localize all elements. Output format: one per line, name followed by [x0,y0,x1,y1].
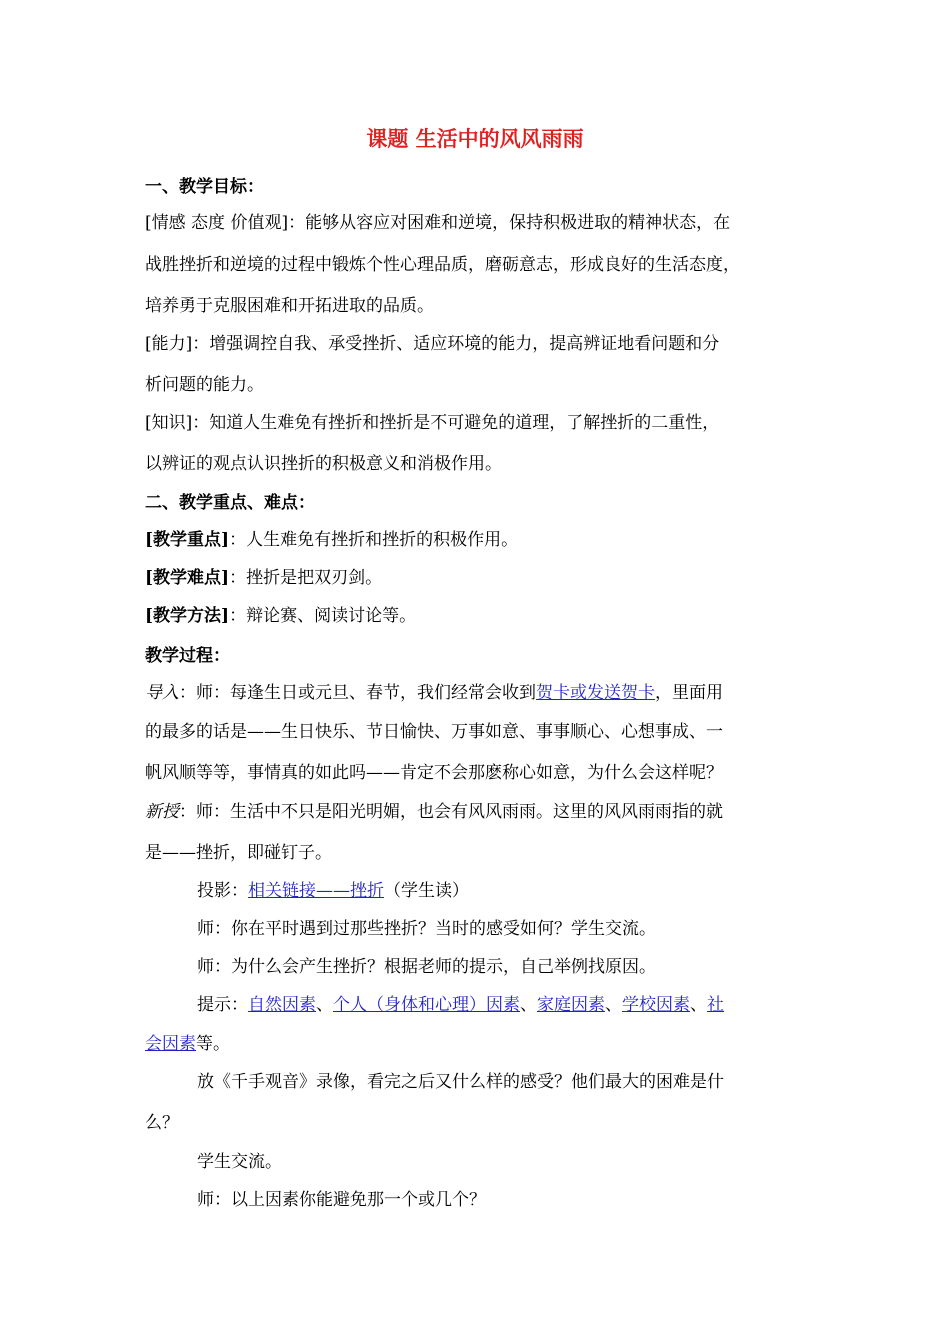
link-school-factors[interactable]: 学校因素 [622,995,690,1015]
new-lesson-label: 新授 [145,802,179,822]
hint-separator: 、 [605,995,622,1015]
video-line1: 放《千手观音》录像，看完之后又什么样的感受？他们最大的困难是什 [197,1072,724,1092]
difficulty-line [145,567,382,589]
new-lesson-line1 [145,801,723,823]
new-lesson-line2: 是——挫折，即碰钉子。 [145,843,332,863]
intro-text-a: ：师：每逢生日或元旦、春节，我们经常会收到 [179,683,536,703]
hint-line1 [197,994,724,1016]
page-title: 课题 生活中的风风雨雨 [366,127,584,151]
hint-label: 提示： [197,995,248,1015]
difficulty-label: [教学难点] [145,568,230,588]
link-natural-factors[interactable]: 自然因素 [248,995,316,1015]
key-point-line [145,529,518,551]
intro-line3: 帆风顺等等，事情真的如此吗——肯定不会那麽称心如意，为什么会这样呢？ [145,763,723,783]
link-family-factors[interactable]: 家庭因素 [537,995,605,1015]
video-line2: 么？ [145,1113,179,1133]
intro-text-b: ，里面用 [655,683,723,703]
link-social-factors-part1[interactable]: 社 [707,995,724,1015]
objective-knowledge-line1: [知识]：知道人生难免有挫折和挫折是不可避免的道理，了解挫折的二重性， [145,413,720,433]
student-exchange-line: 学生交流。 [197,1152,282,1172]
question3-line: 师：以上因素你能避免那一个或几个？ [197,1190,486,1210]
difficulty-text: ：挫折是把双刃剑。 [229,568,383,588]
question1-line: 师：你在平时遇到过那些挫折？当时的感受如何？学生交流。 [197,919,656,939]
greeting-card-link[interactable]: 贺卡或发送贺卡 [536,683,655,703]
hint-separator: 、 [520,995,537,1015]
process-heading: 教学过程： [145,646,230,666]
hint-end: 等。 [196,1034,230,1054]
method-line [145,605,416,627]
hint-separator: 、 [316,995,333,1015]
method-text: ：辩论赛、阅读讨论等。 [229,606,417,626]
projection-label: 投影： [197,881,248,901]
link-personal-factors[interactable]: 个人（身体和心理）因素 [333,995,520,1015]
related-link-setback[interactable]: 相关链接——挫折 [248,881,384,901]
intro-line1 [145,682,723,704]
link-social-factors-part2[interactable]: 会因素 [145,1034,196,1054]
key-point-text: ：人生难免有挫折和挫折的积极作用。 [229,530,519,550]
hint-line2 [145,1033,230,1055]
hint-separator: 、 [690,995,707,1015]
new-lesson-text: ：师：生活中不只是阳光明媚，也会有风风雨雨。这里的风风雨雨指的就 [179,802,723,822]
objective-emotion-line2: 战胜挫折和逆境的过程中锻炼个性心理品质，磨砺意志，形成良好的生活态度， [145,255,740,275]
section-heading-key-points: 二、教学重点、难点： [145,493,315,513]
objective-emotion-line3: 培养勇于克服困难和开拓进取的品质。 [145,296,434,316]
objective-emotion-line1: [情感 态度 价值观]：能够从容应对困难和逆境，保持积极进取的精神状态，在 [145,213,731,233]
projection-line [197,880,469,902]
objective-ability-line2: 析问题的能力。 [145,375,264,395]
projection-note: （学生读） [384,881,469,901]
intro-line2: 的最多的话是——生日快乐、节日愉快、万事如意、事事顺心、心想事成、一 [145,722,723,742]
intro-label: 导入 [145,683,179,703]
question2-line: 师：为什么会产生挫折？根据老师的提示，自己举例找原因。 [197,957,656,977]
key-point-label: [教学重点] [145,530,230,550]
section-heading-objectives: 一、教学目标： [145,177,264,197]
objective-knowledge-line2: 以辨证的观点认识挫折的积极意义和消极作用。 [145,454,502,474]
method-label: [教学方法] [145,606,230,626]
objective-ability-line1: [能力]：增强调控自我、承受挫折、适应环境的能力，提高辨证地看问题和分 [145,334,720,354]
